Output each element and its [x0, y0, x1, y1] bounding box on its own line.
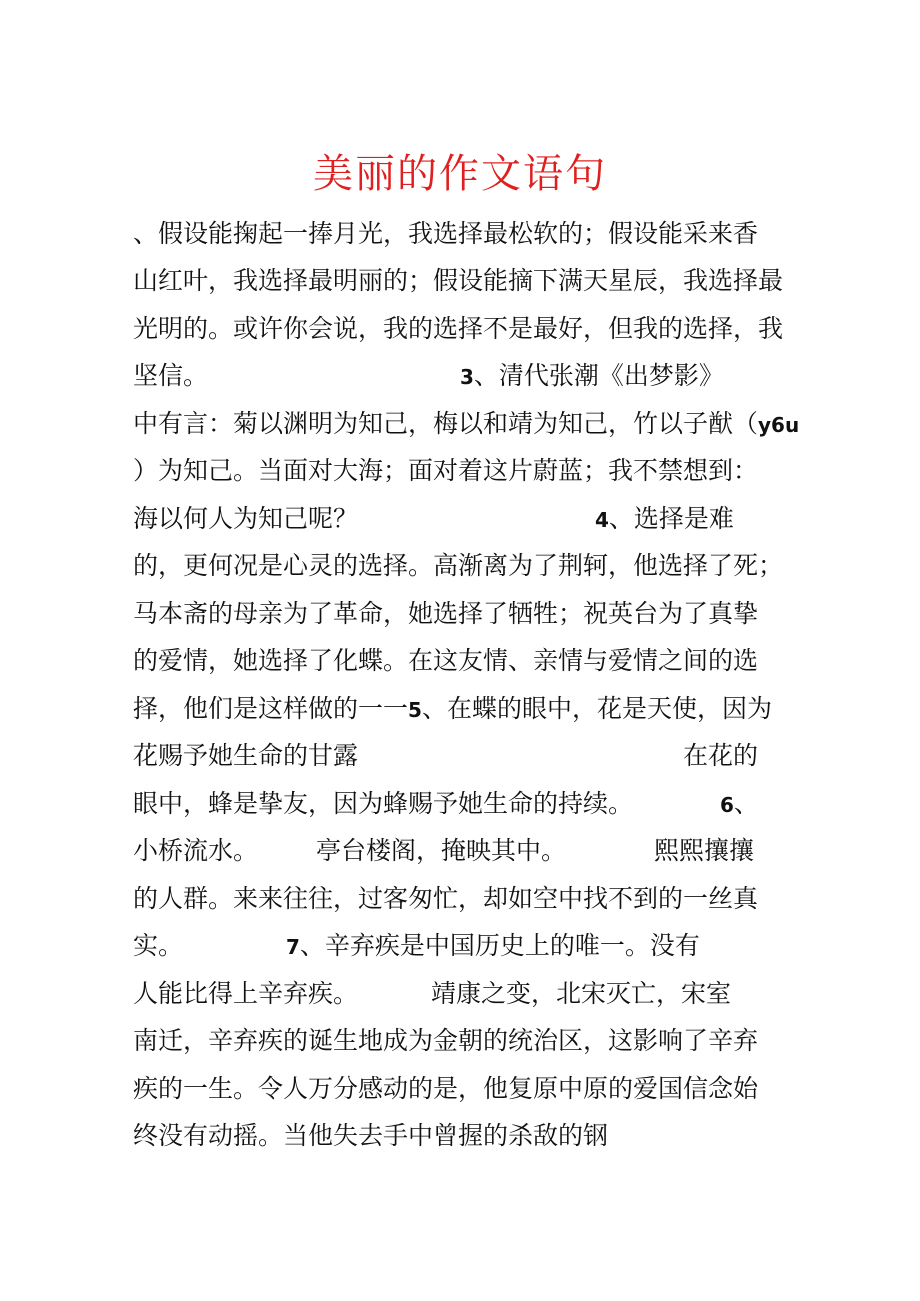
item-number: 6	[720, 793, 734, 817]
item-number: 7	[286, 935, 300, 959]
pinyin-note: y6u	[758, 413, 800, 437]
text-line: 马本斋的母亲为了革命，她选择了牺牲；祝英台为了真挚	[133, 599, 759, 628]
text-line: 的人群。来来往往，过客匆忙，却如空中找不到的一丝真	[133, 884, 759, 913]
item-number: 3	[460, 365, 474, 389]
item-number: 4	[595, 508, 609, 532]
text-line: 山红叶，我选择最明丽的；假设能摘下满天星辰，我选择最	[133, 266, 784, 295]
text-line: 光明的。或许你会说，我的选择不是最好，但我的选择，我	[133, 314, 784, 343]
text-line: 终没有动摇。当他失去手中曾握的杀敌的钢	[133, 1121, 609, 1150]
document-title: 美丽的作文语句	[313, 151, 607, 197]
text-line: 海以何人为知己呢？ 4、选择是难	[133, 504, 734, 533]
text-line: 、假设能掬起一捧月光，我选择最松软的；假设能采来香	[133, 219, 759, 248]
text-line: 花赐予她生命的甘露 在花的	[133, 741, 759, 770]
text-line: 坚信。 3、清代张潮《出梦影》	[133, 361, 724, 390]
text-line: 眼中，蜂是挚友，因为蜂赐予她生命的持续。 6、	[133, 789, 759, 818]
text-line: 中有言：菊以渊明为知己，梅以和靖为知己，竹以子猷（y6u	[133, 409, 800, 438]
text-line: 小桥流水。 亭台楼阁，掩映其中。 熙熙攘攘	[133, 836, 755, 865]
text-line: 南迁，辛弃疾的诞生地成为金朝的统治区，这影响了辛弃	[133, 1026, 759, 1055]
text-line: 的爱情，她选择了化蝶。在这友情、亲情与爱情之间的选	[133, 646, 759, 675]
text-line: 疾的一生。令人万分感动的是，他复原中原的爱国信念始	[133, 1074, 759, 1103]
text-line: 择，他们是这样做的一一5、在蝶的眼中，花是天使，因为	[133, 694, 772, 723]
text-line: 实。 7、辛弃疾是中国历史上的唯一。没有	[133, 931, 700, 960]
text-line: 的，更何况是心灵的选择。高渐离为了荆轲，他选择了死；	[133, 551, 784, 580]
text-line: ）为知己。当面对大海；面对着这片蔚蓝；我不禁想到：	[133, 456, 759, 485]
item-number: 5	[408, 698, 422, 722]
text-line: 人能比得上辛弃疾。 靖康之变，北宋灭亡，宋室	[133, 979, 732, 1008]
